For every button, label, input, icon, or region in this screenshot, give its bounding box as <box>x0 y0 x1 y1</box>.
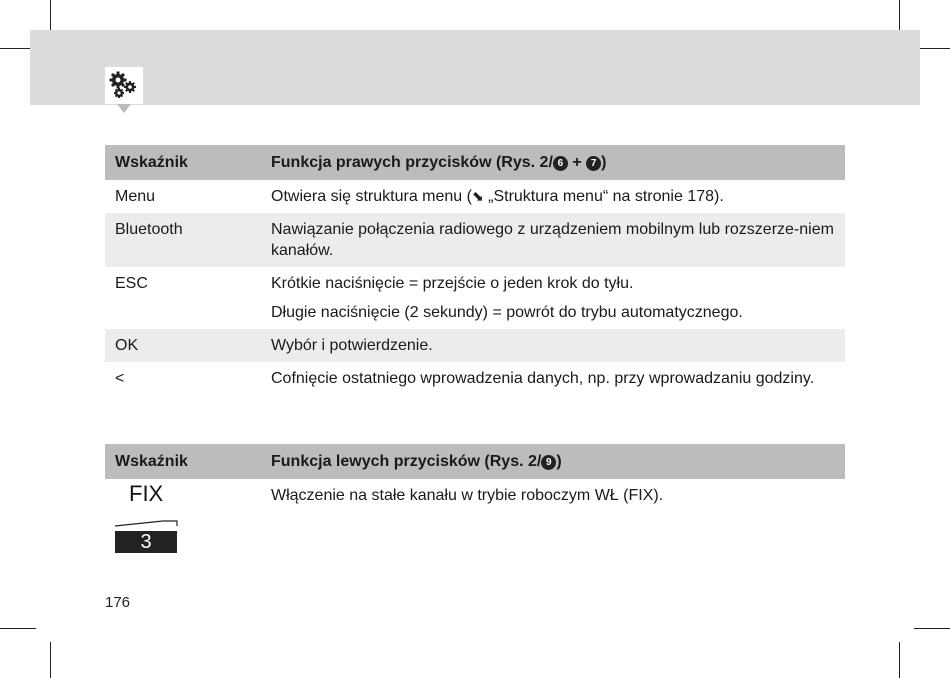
fix-number-box: 3 <box>115 531 177 553</box>
fix-label: FIX <box>129 481 164 506</box>
indicator-cell: OK <box>105 329 261 362</box>
left-buttons-table <box>105 444 845 561</box>
crop-mark <box>0 628 36 629</box>
table-row <box>105 213 845 267</box>
badge-pointer <box>117 104 131 113</box>
indicator-cell: < <box>115 370 125 387</box>
indicator-cell <box>105 479 261 561</box>
table-row <box>105 329 845 362</box>
reference-arrow-icon: ⬊ <box>471 188 484 204</box>
table-row <box>105 362 845 395</box>
header-text: ) <box>601 154 607 171</box>
header-text: + <box>567 154 587 171</box>
function-cell <box>261 267 845 329</box>
table-row <box>105 180 845 213</box>
header-text: ) <box>556 453 562 470</box>
callout-number: 6 <box>553 156 568 171</box>
callout-number: 9 <box>541 455 556 470</box>
function-text: Długie naciśnięcie (2 sekundy) = powrót do trybu automatycznego. <box>271 304 743 321</box>
column-header <box>261 145 845 180</box>
table-row <box>105 267 845 329</box>
table-header-row <box>105 444 845 479</box>
right-buttons-table <box>105 145 845 395</box>
header-text: Funkcja prawych przycisków (Rys. 2/ <box>271 154 553 171</box>
crop-mark <box>50 642 51 678</box>
column-header <box>261 444 845 479</box>
header-text: Funkcja lewych przycisków (Rys. 2/ <box>271 453 542 470</box>
function-cell <box>261 180 845 213</box>
gears-icon <box>109 71 139 99</box>
indicator-cell: Menu <box>115 188 156 205</box>
switch-line-icon <box>115 515 179 527</box>
function-cell: Włączenie na stałe kanału w trybie roboczym WŁ (FIX). <box>271 487 664 504</box>
crop-mark <box>899 642 900 678</box>
function-text: Krótkie naciśnięcie = przejście o jeden krok do tyłu. <box>271 275 634 292</box>
callout-number: 7 <box>586 156 601 171</box>
fix-indicator <box>115 481 195 555</box>
indicator-cell: Bluetooth <box>105 213 261 267</box>
indicator-cell: ESC <box>115 275 148 292</box>
function-cell: Nawiązanie połączenia radiowego z urządzeniem mobilnym lub rozszerze-niem kanałów. <box>261 213 845 267</box>
gears-badge <box>105 67 143 104</box>
page-number: 176 <box>105 594 131 611</box>
function-text: Otwiera się struktura menu ( <box>271 188 472 205</box>
header-band <box>30 30 920 105</box>
function-cell: Wybór i potwierdzenie. <box>261 329 845 362</box>
function-text: „Struktura menu“ na stronie 178). <box>483 188 724 205</box>
table-row <box>105 479 845 561</box>
function-cell: Cofnięcie ostatniego wprowadzenia danych, np. przy wprowadzaniu godziny. <box>271 370 815 387</box>
crop-mark <box>914 628 950 629</box>
column-header: Wskaźnik <box>105 145 261 180</box>
column-header: Wskaźnik <box>105 444 261 479</box>
table-header-row <box>105 145 845 180</box>
